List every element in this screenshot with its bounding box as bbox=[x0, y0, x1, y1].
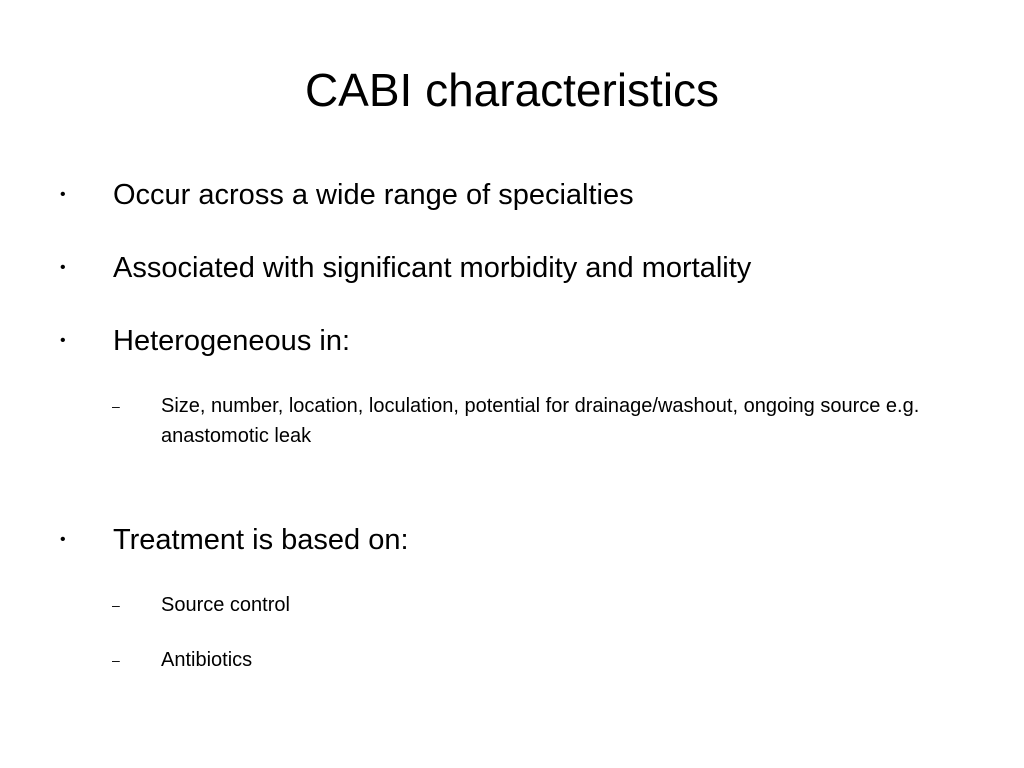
bullet-icon: • bbox=[60, 531, 66, 548]
slide-title: CABI characteristics bbox=[304, 64, 720, 116]
bullet-text: Heterogeneous in: bbox=[113, 325, 350, 357]
bullet-icon: • bbox=[60, 332, 66, 349]
sub-bullet-text: Source control bbox=[161, 594, 290, 616]
bullet-text: Occur across a wide range of specialties bbox=[113, 179, 634, 211]
bullet-text: Associated with significant morbidity and mortality bbox=[113, 252, 752, 284]
sub-bullet-text: Antibiotics bbox=[161, 649, 253, 671]
bullet-text: Treatment is based on: bbox=[113, 524, 409, 556]
bullet-icon: • bbox=[60, 259, 66, 276]
bullet-icon: • bbox=[60, 186, 66, 203]
dash-icon: – bbox=[112, 597, 120, 613]
dash-icon: – bbox=[112, 652, 120, 668]
sub-bullet-text: Size, number, location, loculation, potential for drainage/washout, ongoing source e.g. anastomotic leak bbox=[161, 395, 920, 447]
dash-icon: – bbox=[112, 398, 120, 414]
